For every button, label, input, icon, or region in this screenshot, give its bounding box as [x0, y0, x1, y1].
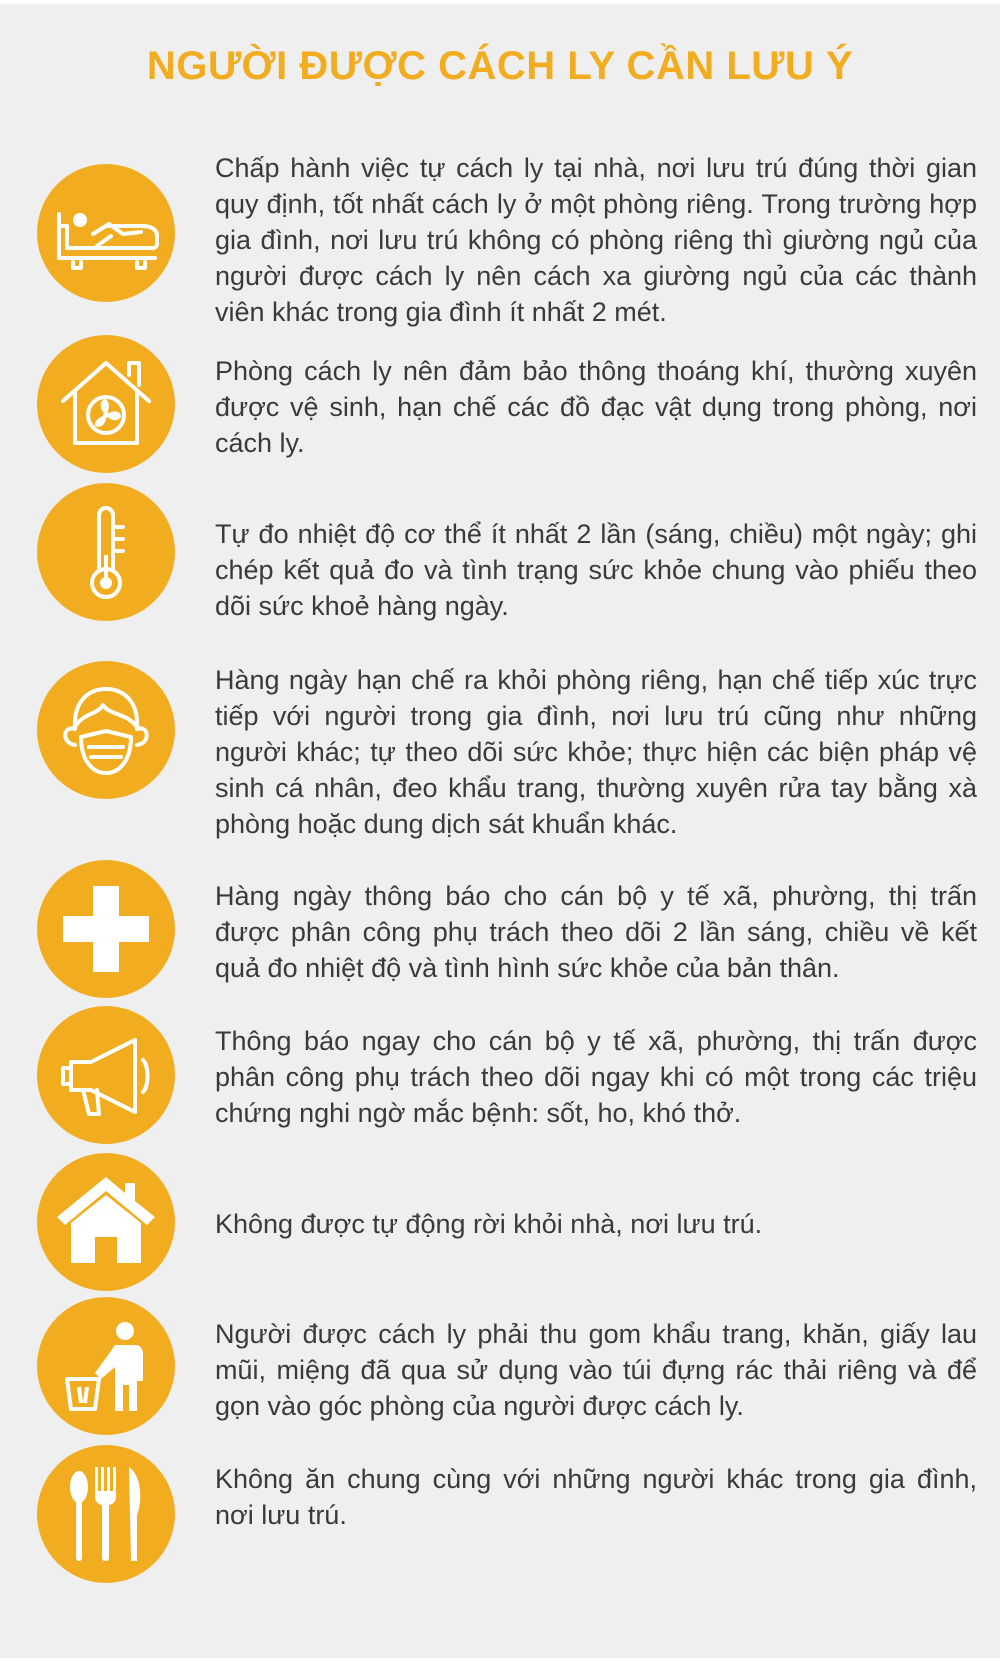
item-text: Không được tự động rời khỏi nhà, nơi lưu trú. [215, 1209, 763, 1239]
trash-disposal-icon [37, 1297, 175, 1435]
item-text: Người được cách ly phải thu gom khẩu trang, khăn, giấy lau mũi, miệng đã qua sử dụng vào túi đựng rác thải riêng và để gọn vào góc phòng của người được cách ly. [215, 1319, 977, 1421]
item-text: Phòng cách ly nên đảm bảo thông thoáng khí, thường xuyên được vệ sinh, hạn chế các đồ đạc vật dụng trong phòng, nơi cách ly. [215, 356, 977, 458]
bed-patient-icon [37, 164, 175, 302]
cutlery-icon [37, 1445, 175, 1583]
item-text: Không ăn chung cùng với những người khác trong gia đình, nơi lưu trú. [215, 1464, 977, 1530]
item-text: Hàng ngày hạn chế ra khỏi phòng riêng, hạn chế tiếp xúc trực tiếp với người trong gia đình, nơi lưu trú cũng như những người khác; tự theo dõi sức khỏe; thực hiện các biện pháp vệ sinh cá nhân, đeo khẩu trang, thường xuyên rửa tay bằng xà phòng hoặc dung dịch sát khuẩn khác. [215, 665, 977, 839]
house-fan-icon [37, 335, 175, 473]
megaphone-icon [37, 1006, 175, 1144]
medical-cross-icon [37, 860, 175, 998]
item-text: Chấp hành việc tự cách ly tại nhà, nơi lưu trú đúng thời gian quy định, tốt nhất cách ly ở một phòng riêng. Trong trường hợp gia đình, nơi lưu trú không có phòng riêng thì giường ngủ của người được cách ly nên cách xa giường ngủ của các thành viên khác trong gia đình ít nhất 2 mét. [215, 153, 977, 327]
item-text: Tự đo nhiệt độ cơ thể ít nhất 2 lần (sáng, chiều) một ngày; ghi chép kết quả đo và tình trạng sức khỏe chung vào phiếu theo dõi sức khoẻ hàng ngày. [215, 519, 977, 621]
face-mask-icon [37, 661, 175, 799]
thermometer-icon [37, 483, 175, 621]
item-text: Thông báo ngay cho cán bộ y tế xã, phường, thị trấn được phân công phụ trách theo dõi ngay khi có một trong các triệu chứng nghi ngờ mắc bệnh: sốt, ho, khó thở. [215, 1026, 977, 1128]
page-title: NGƯỜI ĐƯỢC CÁCH LY CẦN LƯU Ý [146, 44, 854, 88]
item-text: Hàng ngày thông báo cho cán bộ y tế xã, phường, thị trấn được phân công phụ trách theo dõi 2 lần sáng, chiều về kết quả đo nhiệt độ và tình hình sức khỏe của bản thân. [215, 881, 977, 983]
home-icon [37, 1153, 175, 1291]
